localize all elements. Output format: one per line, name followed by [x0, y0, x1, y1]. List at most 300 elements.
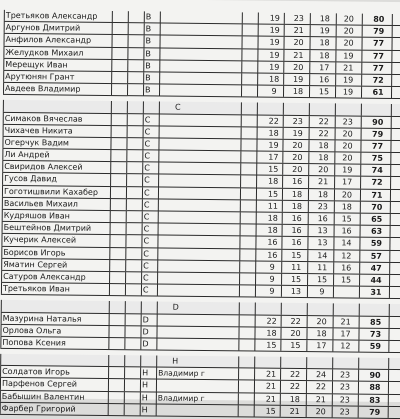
column-divider	[144, 11, 145, 22]
column-divider	[2, 149, 3, 160]
column-divider	[111, 126, 112, 137]
total-score: 44	[370, 275, 382, 285]
column-divider	[111, 84, 112, 95]
participant-name: Гусов Давид	[4, 174, 57, 184]
column-divider	[358, 328, 359, 339]
round-score: 18	[317, 189, 329, 199]
round-score: 20	[292, 152, 303, 163]
column-divider	[141, 284, 142, 295]
round-score: 9	[269, 274, 275, 284]
round-score: 21	[293, 50, 304, 60]
round-score: 14	[341, 238, 352, 248]
column-divider	[239, 315, 240, 326]
column-divider	[140, 380, 141, 391]
total-score: 65	[371, 214, 383, 224]
group-letter: D	[142, 339, 149, 349]
round-score: 16	[341, 226, 352, 236]
column-divider	[358, 340, 359, 351]
column-divider	[361, 104, 362, 115]
column-divider	[241, 37, 242, 48]
column-divider	[110, 223, 111, 234]
city-note	[158, 404, 238, 416]
round-score: 18	[316, 328, 327, 338]
column-divider	[390, 202, 391, 213]
column-divider	[360, 153, 361, 164]
group-letter: D	[142, 314, 149, 324]
column-divider	[112, 35, 113, 46]
column-divider	[359, 316, 360, 327]
column-divider	[3, 59, 4, 70]
participant-name: Орлова Ольга	[2, 325, 62, 336]
column-divider	[143, 126, 144, 137]
round-score: 12	[340, 341, 351, 351]
column-divider	[1, 283, 2, 294]
column-divider	[142, 175, 143, 186]
column-divider	[255, 237, 256, 248]
participant-name: Кучерик Алексей	[3, 235, 77, 246]
column-divider	[308, 189, 309, 200]
column-divider	[239, 249, 240, 260]
column-divider	[389, 316, 390, 327]
column-divider	[108, 379, 109, 390]
round-score: 20	[292, 165, 303, 175]
participant-name: Мазурина Наталья	[2, 313, 82, 324]
round-score: 16	[267, 250, 278, 260]
column-divider	[280, 406, 281, 417]
round-score: 19	[269, 38, 280, 48]
column-divider	[125, 284, 126, 295]
column-divider	[392, 14, 393, 25]
column-divider	[124, 338, 125, 349]
column-divider	[333, 238, 334, 249]
round-score: 9	[269, 286, 275, 296]
column-divider	[254, 357, 255, 368]
column-divider	[334, 226, 335, 237]
column-divider	[333, 262, 334, 273]
column-divider	[388, 382, 389, 393]
round-score: 21	[340, 316, 351, 327]
round-score: 23	[293, 13, 304, 24]
column-divider	[109, 235, 110, 246]
column-divider	[358, 406, 359, 417]
round-score: 22	[318, 128, 329, 138]
column-divider	[242, 25, 243, 36]
round-score: 17	[340, 329, 351, 339]
column-divider	[361, 87, 362, 98]
column-divider	[108, 338, 109, 349]
city-note	[160, 187, 240, 199]
column-divider	[306, 328, 307, 339]
column-divider	[2, 161, 3, 172]
column-divider	[283, 127, 284, 138]
column-divider	[283, 37, 284, 48]
column-divider	[283, 115, 284, 126]
group-letter: D	[142, 327, 149, 337]
round-score: 21	[293, 26, 304, 36]
column-divider	[241, 103, 242, 114]
column-divider	[125, 260, 126, 271]
participant-name: Ли Андрей	[4, 149, 50, 160]
participant-name: Свиридов Алексей	[4, 162, 83, 172]
column-divider	[1, 246, 2, 257]
column-divider	[388, 370, 389, 381]
city-note	[160, 151, 240, 163]
column-divider	[333, 304, 334, 315]
participant-name: Симаков Вячеслав	[4, 113, 83, 124]
column-divider	[0, 378, 1, 389]
column-divider	[108, 404, 109, 415]
round-score: 13	[317, 238, 328, 248]
column-divider	[360, 189, 361, 200]
column-divider	[126, 187, 127, 198]
column-divider	[108, 367, 109, 378]
participant-name: Фарбер Григорий	[1, 403, 76, 414]
column-divider	[126, 138, 127, 149]
group-letter: C	[144, 127, 151, 137]
column-divider	[388, 407, 389, 418]
column-divider	[256, 188, 257, 199]
column-divider	[358, 358, 359, 369]
column-divider	[307, 274, 308, 285]
column-divider	[4, 34, 5, 45]
column-divider	[391, 75, 392, 86]
total-score: 88	[369, 383, 381, 393]
column-divider	[333, 274, 334, 285]
column-divider	[240, 164, 241, 175]
column-divider	[125, 236, 126, 247]
column-divider	[280, 369, 281, 380]
column-divider	[309, 116, 310, 127]
column-divider	[389, 275, 390, 286]
column-divider	[3, 125, 4, 136]
round-score: 23	[339, 407, 350, 417]
column-divider	[241, 61, 242, 72]
column-divider	[2, 137, 3, 148]
total-score: 59	[369, 341, 381, 351]
round-score: 22	[290, 316, 301, 326]
column-divider	[390, 153, 391, 164]
column-divider	[157, 302, 158, 313]
column-divider	[390, 177, 391, 188]
group-letter: C	[142, 285, 149, 295]
column-divider	[109, 284, 110, 295]
column-divider	[309, 86, 310, 97]
round-score: 20	[341, 190, 353, 200]
round-score: 9	[319, 287, 325, 297]
round-score: 18	[267, 225, 278, 235]
round-score: 18	[319, 38, 330, 48]
column-divider	[126, 150, 127, 161]
column-divider	[256, 213, 257, 224]
round-score: 18	[319, 50, 330, 60]
round-score: 19	[269, 62, 280, 72]
column-divider	[361, 38, 362, 49]
column-divider	[335, 38, 336, 49]
column-divider	[388, 358, 389, 369]
column-divider	[143, 114, 144, 125]
column-divider	[257, 49, 258, 60]
column-divider	[361, 62, 362, 73]
column-divider	[140, 392, 141, 403]
column-divider	[336, 13, 337, 24]
group-letter: C	[143, 248, 149, 258]
column-divider	[257, 61, 258, 72]
column-divider	[126, 199, 127, 210]
column-divider	[333, 316, 334, 327]
round-score: 18	[292, 87, 304, 97]
group-letter: C	[143, 187, 150, 198]
column-divider	[111, 72, 112, 83]
column-divider	[241, 73, 242, 84]
city-note	[162, 24, 242, 36]
column-divider	[110, 162, 111, 173]
city-note	[161, 60, 241, 72]
total-score: 85	[370, 317, 382, 327]
group-letter: H	[141, 392, 148, 403]
round-score: 15	[290, 274, 302, 284]
total-score: 70	[371, 202, 383, 212]
round-score: 23	[339, 370, 351, 380]
column-divider	[241, 49, 242, 60]
column-divider	[124, 404, 125, 415]
column-divider	[333, 286, 334, 297]
section-label: D	[172, 302, 179, 313]
column-divider	[141, 248, 142, 259]
round-score: 20	[316, 316, 327, 326]
group-letter: C	[144, 175, 150, 185]
round-score: 21	[265, 394, 276, 404]
total-score: 77	[372, 51, 385, 61]
participant-name: Желудков Михаил	[5, 47, 84, 58]
column-divider	[280, 357, 281, 368]
column-divider	[388, 329, 389, 340]
city-note	[161, 126, 241, 138]
group-letter: C	[144, 163, 150, 173]
column-divider	[254, 339, 255, 350]
column-divider	[0, 390, 1, 401]
column-divider	[282, 140, 283, 151]
column-divider	[141, 236, 142, 247]
city-note: Владимир г	[158, 368, 205, 379]
round-score: 20	[293, 62, 304, 72]
column-divider	[282, 152, 283, 163]
column-divider	[257, 103, 258, 114]
participant-name: Борисов Игорь	[3, 247, 66, 258]
column-divider	[391, 129, 392, 140]
round-score: 16	[291, 238, 302, 248]
column-divider	[142, 187, 143, 198]
column-divider	[391, 51, 392, 62]
column-divider	[256, 200, 257, 211]
participant-name: Бабышин Валентин	[1, 391, 85, 402]
round-score: 15	[316, 275, 328, 285]
column-divider	[255, 315, 256, 326]
column-divider	[111, 60, 112, 71]
column-divider	[124, 380, 125, 391]
column-divider	[256, 164, 257, 175]
column-divider	[241, 115, 242, 126]
round-score: 20	[342, 129, 353, 139]
column-divider	[1, 234, 2, 245]
round-score: 20	[343, 38, 354, 48]
round-score: 17	[316, 341, 327, 351]
total-score: 59	[370, 239, 383, 249]
column-divider	[280, 340, 281, 351]
column-divider	[128, 23, 129, 34]
column-divider	[109, 248, 110, 259]
round-score: 16	[291, 226, 302, 236]
group-letter: B	[145, 12, 152, 22]
column-divider	[127, 101, 128, 112]
column-divider	[3, 71, 4, 82]
round-score: 9	[269, 262, 275, 272]
city-note	[159, 248, 239, 260]
city-note	[161, 85, 241, 97]
column-divider	[238, 339, 239, 350]
round-score: 20	[292, 140, 303, 150]
column-divider	[3, 83, 4, 94]
round-score: 22	[289, 382, 301, 392]
round-score: 19	[269, 50, 280, 60]
round-score: 16	[317, 214, 328, 224]
column-divider	[391, 104, 392, 115]
column-divider	[308, 201, 309, 212]
column-divider	[0, 337, 1, 348]
column-divider	[238, 381, 239, 392]
column-divider	[360, 165, 361, 176]
column-divider	[126, 162, 127, 173]
column-divider	[282, 201, 283, 212]
round-score: 12	[341, 250, 352, 261]
column-divider	[143, 84, 144, 95]
column-divider	[254, 393, 255, 404]
column-divider	[281, 315, 282, 326]
city-note	[159, 272, 239, 284]
total-score: 79	[373, 26, 385, 37]
column-divider	[281, 303, 282, 314]
city-note	[160, 224, 240, 236]
column-divider	[334, 140, 335, 151]
column-divider	[2, 222, 3, 233]
column-divider	[126, 211, 127, 222]
column-divider	[391, 63, 392, 74]
round-score: 22	[268, 116, 279, 126]
participant-name: Мерещук Иван	[5, 59, 68, 70]
column-divider	[332, 370, 333, 381]
column-divider	[144, 24, 145, 35]
participant-name: Чихачев Никита	[4, 125, 73, 136]
column-divider	[142, 150, 143, 161]
city-note	[161, 48, 241, 60]
column-divider	[332, 406, 333, 417]
city-note	[158, 338, 238, 350]
column-divider	[239, 273, 240, 284]
group-letter: B	[145, 85, 151, 95]
column-divider	[127, 126, 128, 137]
round-score: 16	[291, 213, 302, 224]
group-letter: C	[143, 261, 149, 271]
column-divider	[238, 327, 239, 338]
column-divider	[388, 341, 389, 352]
round-score: 18	[289, 394, 300, 404]
column-divider	[308, 140, 309, 151]
column-divider	[127, 84, 128, 95]
column-divider	[140, 355, 141, 366]
participant-name: Кудряшов Иван	[3, 210, 70, 221]
group-letter: C	[144, 114, 151, 124]
round-score: 9	[271, 86, 277, 96]
column-divider	[110, 211, 111, 222]
column-divider	[307, 286, 308, 297]
total-score: 72	[372, 75, 384, 85]
column-divider	[0, 366, 1, 377]
column-divider	[358, 370, 359, 381]
column-divider	[127, 60, 128, 71]
column-divider	[109, 260, 110, 271]
column-divider	[280, 327, 281, 338]
column-divider	[110, 150, 111, 161]
column-divider	[282, 213, 283, 224]
column-divider	[239, 285, 240, 296]
column-divider	[334, 152, 335, 163]
column-divider	[1, 271, 2, 282]
round-score: 18	[291, 189, 303, 199]
participant-name: Парфенов Сергей	[1, 379, 78, 390]
column-divider	[389, 263, 390, 274]
column-divider	[126, 175, 127, 186]
round-score: 15	[291, 250, 302, 260]
column-divider	[4, 22, 5, 33]
group-letter: C	[143, 236, 150, 246]
round-score: 21	[343, 63, 354, 73]
column-divider	[334, 165, 335, 176]
column-divider	[109, 272, 110, 283]
column-divider	[360, 226, 361, 237]
column-divider	[255, 286, 256, 297]
group-letter: H	[141, 405, 148, 415]
column-divider	[360, 177, 361, 188]
column-divider	[0, 325, 1, 336]
total-score: 47	[370, 263, 382, 273]
column-divider	[309, 103, 310, 114]
participant-name: Огерчук Вадим	[4, 137, 70, 148]
column-divider	[256, 139, 257, 150]
round-score: 23	[292, 116, 303, 126]
round-score: 16	[341, 263, 352, 273]
column-divider	[335, 62, 336, 73]
round-score: 19	[269, 25, 280, 35]
column-divider	[110, 187, 111, 198]
round-score: 19	[342, 87, 354, 97]
column-divider	[257, 115, 258, 126]
round-score: 15	[318, 87, 330, 97]
round-score: 18	[341, 202, 352, 212]
column-divider	[257, 86, 258, 97]
column-divider	[389, 287, 390, 298]
column-divider	[390, 190, 391, 201]
column-divider	[390, 141, 391, 152]
round-score: 20	[290, 328, 301, 338]
column-divider	[2, 173, 3, 184]
column-divider	[359, 250, 360, 261]
column-divider	[309, 74, 310, 85]
participant-name: Третьяков Александр	[5, 10, 98, 21]
participant-name: Васильев Михаил	[3, 198, 78, 209]
column-divider	[256, 176, 257, 187]
column-divider	[306, 369, 307, 380]
column-divider	[283, 74, 284, 85]
column-divider	[127, 72, 128, 83]
